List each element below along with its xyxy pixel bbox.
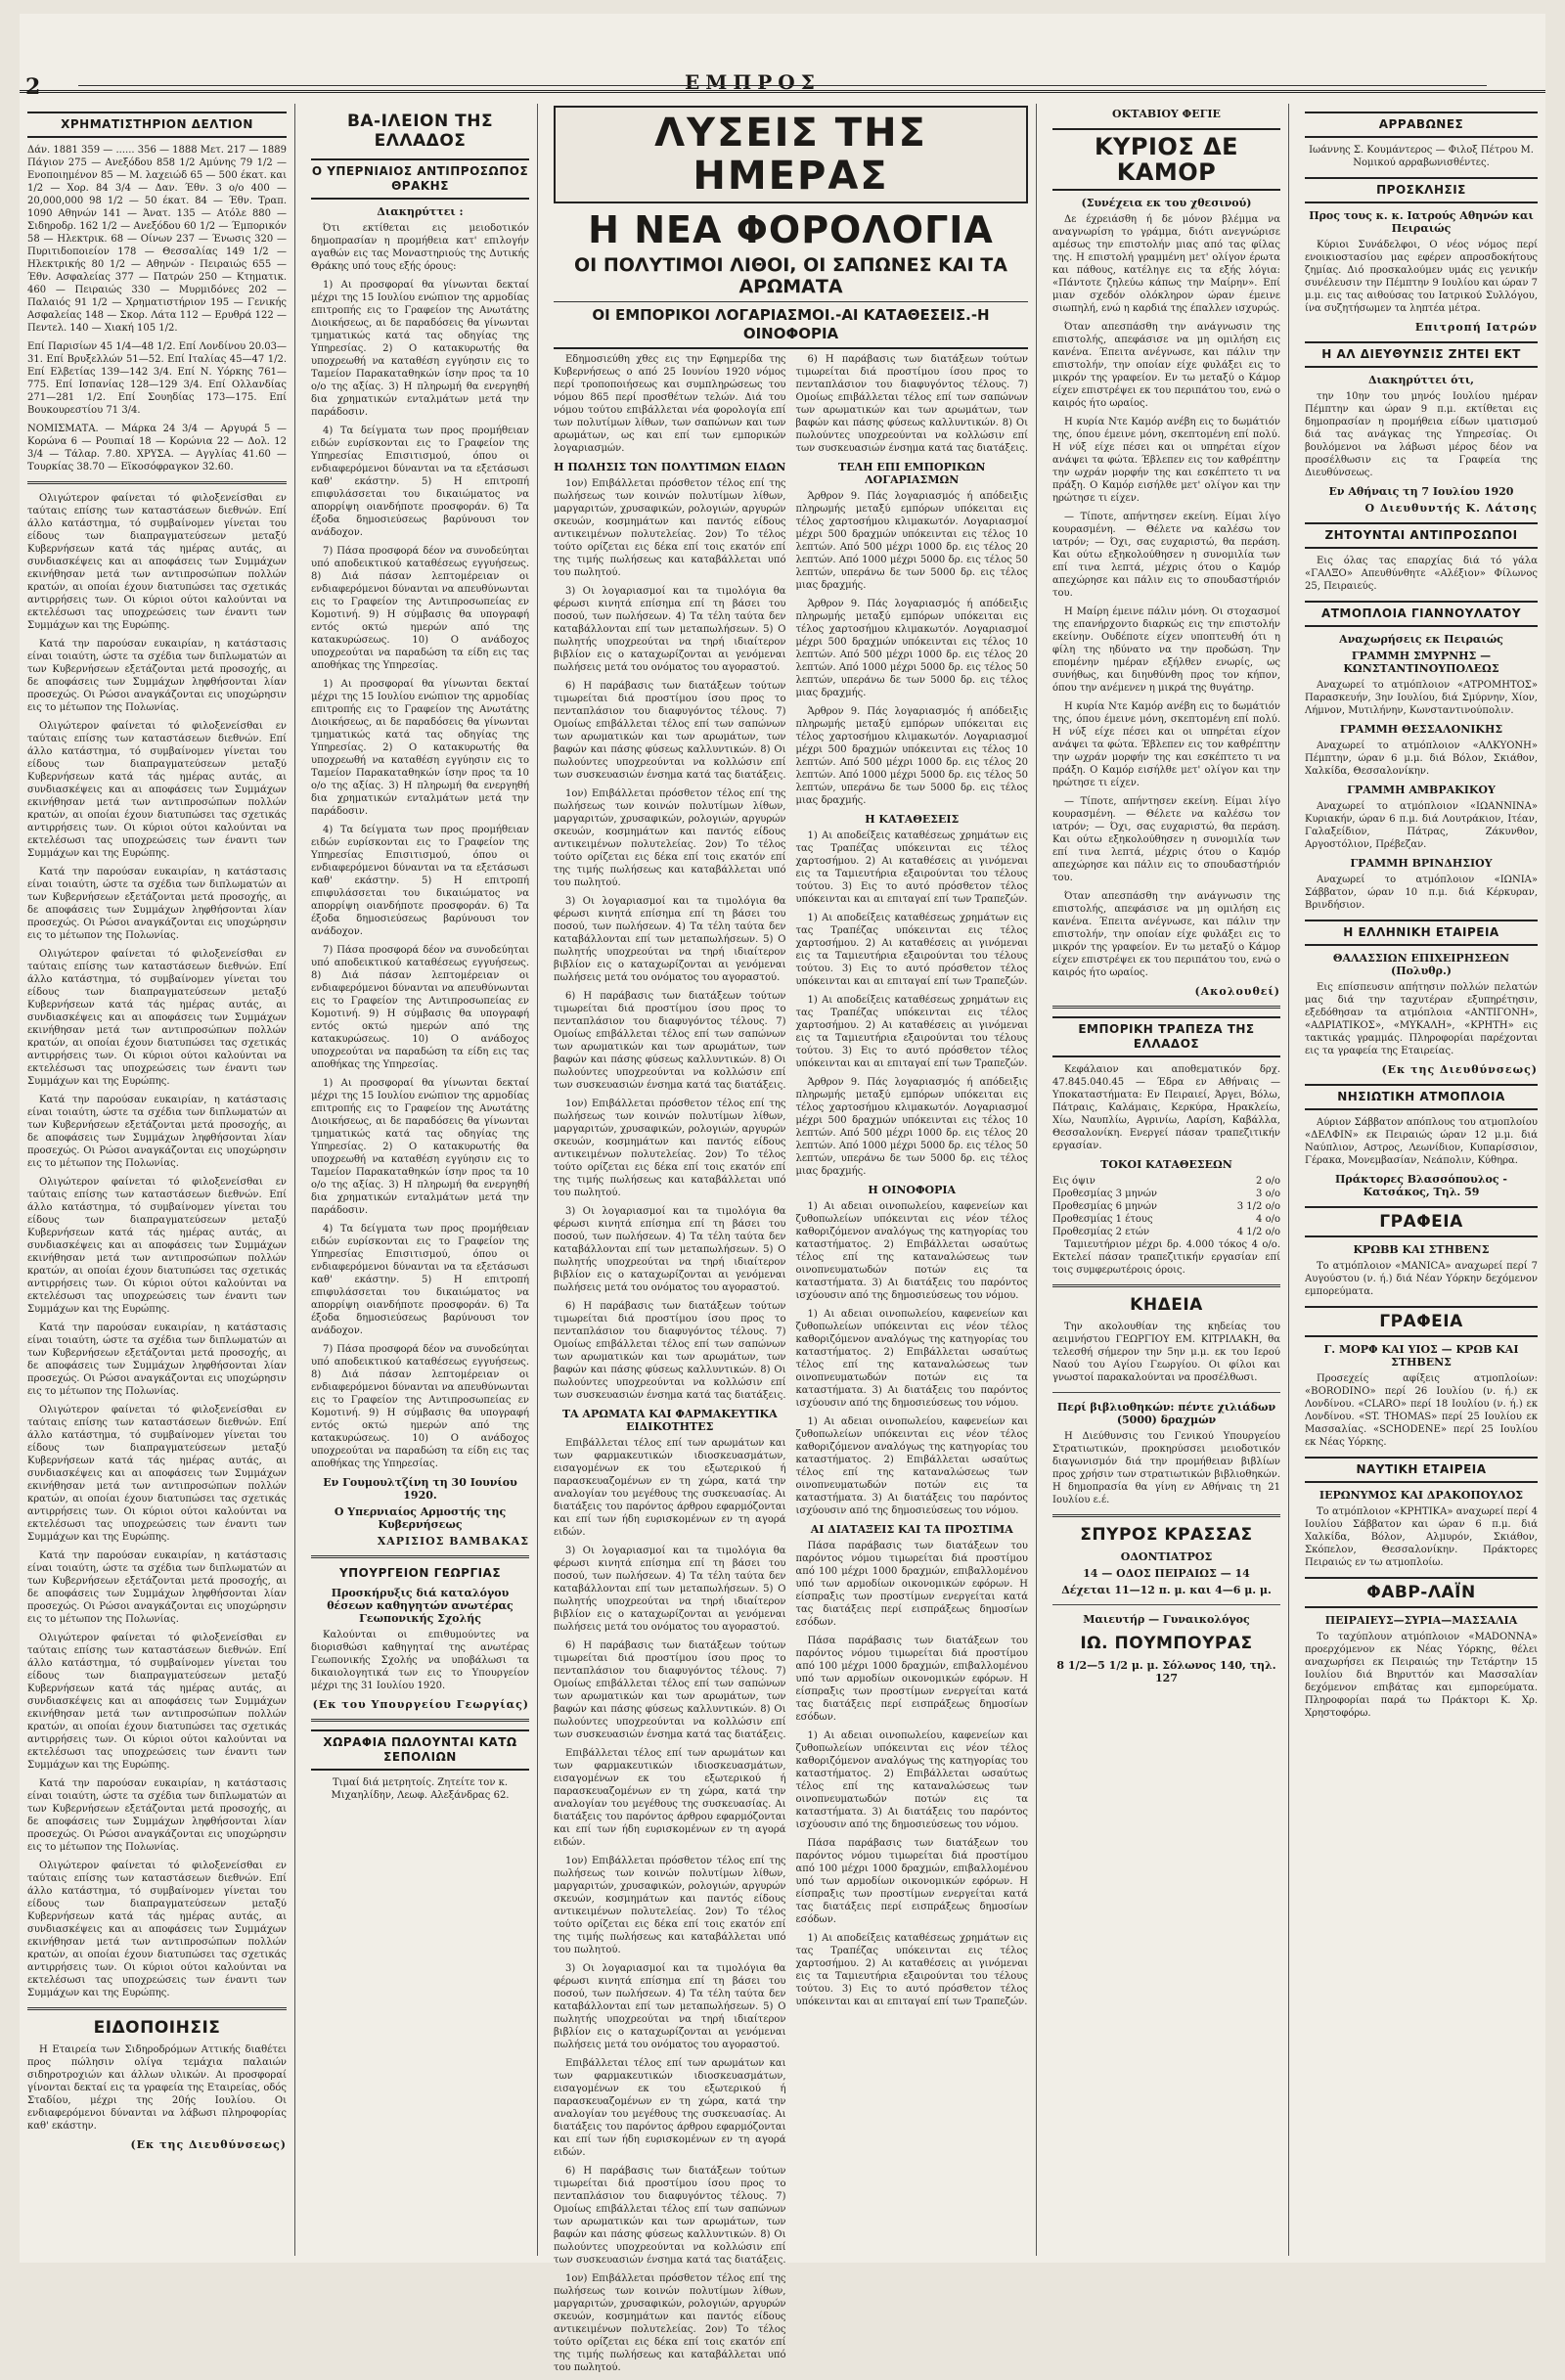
article-paragraph: 6) Η παράβασις των διατάξεων τούτων τιμωρείται διά προστίμου ίσου προς το πενταπλάσιον του διαφυγόντος τέλους. 7) Ομοίως επιβάλλεται τέλος επί των σαπώνων των αρωματικών και των αρωμάτων, των βαφών και πάσης φύσεως καλλυντικών. 8) Οι πωλούντες υποχρεούνται να κολλώσιν επί των συσκευασιών ένσημα κατά τας διατάξεις. — [554, 1301, 786, 1401]
shipping-1-text: Αναχωρεί το ατμόπλοιον «ΑΤΡΟΜΗΤΟΣ» Παρασκευήν, 3ην Ιουλίου, διά Σμύρνην, Χίον, Λήμνον, Μυτιλήνην, Κωνσταντινούπολιν. — [1305, 680, 1538, 716]
article-text: Ολιγώτερον φαίνεται τό φιλοξενείσθαι εν ταύταις επίσης των καταστάσεων διεθνών. Επί άλλο κατάστημα, τό συμβαίνομεν γίνεται του είδους των διαπραγματεύσεων μεταξύ Κυβερνήσεων κατά τάς ημέρας αυτάς, αι συνδιασκέψεις και αι αποφάσεις των Συμμάχων εκινήθησαν μετά των αντιπροσώπων πολλών κρατών, αι οποίαι έχουν διατυπώσει τας σχετικάς αντιρρήσεις των. Οι κύριοι ούτοι καλούνται να εκτελέσωσι τας υποχρεώσεις των έναντι των Συμμάχων και της Ευρώπης. — [27, 721, 287, 859]
rate-value: 4 ο/ο — [1256, 1214, 1280, 1225]
article-paragraph: 3) Οι λογαριασμοί και τα τιμολόγια θα φέρωσι κινητά επίσημα επί τη βάσει του ποσού, των πωλήσεων. 4) Τα τέλη ταύτα δεν καταβάλλονται επί των μεταπωλήσεων. 5) Ο πωλητής υποχρεούται να τηρή ιδιαίτερον βιβλίον εις ο καταχωρίζονται αι γενόμεναι πωλήσεις μετά του ονόματος του αγοραστού. — [554, 896, 786, 983]
column-2 — [303, 104, 538, 2256]
shipping-1-line: ΓΡΑΜΜΗ ΣΜΥΡΝΗΣ — ΚΩΝΣΤΑΝΤΙΝΟΥΠΟΛΕΩΣ — [1343, 650, 1499, 675]
column-4 — [1045, 104, 1289, 2256]
rate-row — [1052, 1226, 1280, 1238]
article-text: Κατά την παρούσαν ευκαιρίαν, η κατάστασις είναι τοιαύτη, ώστε τα σχέδια των διπλωματών αι των Κυβερνήσεων εξετάζονται μετά προσοχής, αι δε αποφάσεις των Συμμάχων ληφθήσονται λίαν προσεχώς. Οι Ρώσοι αναγκάζονται εις υποχώρησιν εις το μέτωπον της Πολωνίας. — [27, 1323, 287, 1397]
article-text: Ολιγώτερον φαίνεται τό φιλοξενείσθαι εν ταύταις επίσης των καταστάσεων διεθνών. Επί άλλο κατάστημα, τό συμβαίνομεν γίνεται του είδους των διαπραγματεύσεων μεταξύ Κυβερνήσεων κατά τάς ημέρας αυτάς, αι συνδιασκέψεις και αι αποφάσεις των Συμμάχων εκινήθησαν μετά των αντιπροσώπων πολλών κρατών, αι οποίαι έχουν διατυπώσει τας σχετικάς αντιρρήσεις των. Οι κύριοι ούτοι καλούνται να εκτελέσωσι τας υποχρεώσεις των έναντι των Συμμάχων και της Ευρώπης. — [27, 1633, 287, 1771]
article-paragraph: 1ον) Επιβάλλεται πρόσθετον τέλος επί της πωλήσεως των κοινών πολυτίμων λίθων, μαργαριτών, χρυσαφικών, ρολογιών, αργυρών σκευών, κοσμημάτων και παντός είδους αντικειμένων πολυτελείας. 2ον) Το τέλος τούτο ορίζεται εις δέκα επί τοις εκατόν επί της τιμής πωλήσεως και καταβάλλεται υπό του πωλητού. — [554, 788, 786, 888]
railway-text: την 10ην του μηνός Ιουλίου ημέραν Πέμπτην και ώραν 9 π.μ. εκτίθεται εις δημοπρασίαν η προμήθεια είδων ιματισμού διά τας ανάγκας της Υπηρεσίας. Οι βουλόμενοι να λάβωσι μέρος δέον να προσέλθωσιν εις τα Γραφεία της Διευθύνσεως. — [1305, 391, 1538, 478]
shipping-2-sub: ΘΑΛΑΣΣΙΩΝ ΕΠΙΧΕΙΡΗΣΕΩΝ (Πολυθρ.) — [1332, 952, 1510, 977]
kingdom-text: 1) Αι προσφοραί θα γίνωνται δεκταί μέχρι της 15 Ιουλίου ενώπιον της αρμοδίας επιτροπής εις το Γραφείον της Ανωτάτης Διοικήσεως, αι δε παραδόσεις θα γίνωνται τμηματικώς κατά τας οδηγίας της Υπηρεσίας. 2) Ο κατακυρωτής θα υποχρεωθή να καταθέση εγγύησιν εις το Ταμείον Παρακαταθηκών ίσην προς τα 10 ο/ο της αξίας. 3) Η πληρωμή θα ενεργηθή δια χρηματικών ενταλμάτων μετά την παράδοσιν. — [311, 679, 529, 817]
article-paragraph: Άρθρον 9. Πάς λογαριασμός ή απόδειξις πληρωμής μεταξύ εμπόρων υπόκειται εις τέλος χαρτοσήμου κλιμακωτόν. Λογαριασμοί μέχρι 500 δραχμών υπόκεινται εις τέλος 10 λεπτών. Από 500 μέχρι 1000 δρ. εις τέλος 20 λεπτών. Από 1000 μέχρι 5000 δρ. εις τέλος 50 λεπτών, υπεράνω δε των 5000 δρ. εις τέλος μιας δραχμής. — [795, 1077, 1028, 1177]
article-text: Ολιγώτερον φαίνεται τό φιλοξενείσθαι εν ταύταις επίσης των καταστάσεων διεθνών. Επί άλλο κατάστημα, τό συμβαίνομεν γίνεται του είδους των διαπραγματεύσεων μεταξύ Κυβερνήσεων κατά τάς ημέρας αυτάς, αι συνδιασκέψεις και αι αποφάσεις των Συμμάχων εκινήθησαν μετά των αντιπροσώπων πολλών κρατών, αι οποίαι έχουν διατυπώσει τας σχετικάς αντιρρήσεις των. Οι κύριοι ούτοι καλούνται να εκτελέσωσι τας υποχρεώσεις των έναντι των Συμμάχων και της Ευρώπης. — [27, 1177, 287, 1315]
dentist-name: ΣΠΥΡΟΣ ΚΡΑΣΣΑΣ — [1080, 1525, 1253, 1545]
doctor-role: Μαιευτήρ — Γυναικολόγος — [1083, 1613, 1250, 1626]
navigation-title: ΝΑΥΤΙΚΗ ΕΤΑΙΡΕΙΑ — [1305, 1457, 1538, 1483]
feuilleton-label: ΟΚΤΑΒΙΟΥ ΦΕΓΙΕ — [1112, 108, 1221, 120]
office-1-sub: ΚΡΩΒΒ ΚΑΙ ΣΤΗΒΕΝΣ — [1353, 1243, 1490, 1256]
article-text: Κατά την παρούσαν ευκαιρίαν, η κατάστασις είναι τοιαύτη, ώστε τα σχέδια των διπλωματών αι των Κυβερνήσεων εξετάζονται μετά προσοχής, αι δε αποφάσεις των Συμμάχων ληφθήσονται λίαν προσεχώς. Οι Ρώσοι αναγκάζονται εις υποχώρησιν εις το μέτωπον της Πολωνίας. — [27, 1778, 287, 1853]
masthead — [20, 14, 1545, 100]
shipping-1-line: ΓΡΑΜΜΗ ΒΡΙΝΔΗΣΙΟΥ — [1350, 857, 1493, 870]
kingdom-text: 1) Αι προσφοραί θα γίνωνται δεκταί μέχρι της 15 Ιουλίου ενώπιον της αρμοδίας επιτροπής εις το Γραφείον της Ανωτάτης Διοικήσεως, αι δε παραδόσεις θα γίνωνται τμηματικώς κατά τας οδηγίας της Υπηρεσίας. 2) Ο κατακυρωτής θα υποχρεωθή να καταθέση εγγύησιν εις το Ταμείον Παρακαταθηκών ίσην προς τα 10 ο/ο της αξίας. 3) Η πληρωμή θα ενεργηθή δια χρηματικών ενταλμάτων μετά την παράδοσιν. — [311, 1078, 529, 1216]
market-title: ΧΡΗΜΑΤΙΣΤΗΡΙΟΝ ΔΕΛΤΙΟΝ — [27, 112, 287, 138]
article-paragraph: Επιβάλλεται τέλος επί των αρωμάτων και των φαρμακευτικών ιδιοσκευασμάτων, εισαγομένων εκ του εξωτερικού ή παρασκευαζομένων εν τη χώρα, κατά την αναλογίαν του μεγέθους της συσκευασίας. Αι διατάξεις του παρόντος άρθρου εφαρμόζονται και επί των ήδη ευρισκομένων εν τη αγορά ειδών. — [554, 1438, 786, 1538]
article-paragraph: 6) Η παράβασις των διατάξεων τούτων τιμωρείται διά προστίμου ίσου προς το πενταπλάσιον του διαφυγόντος τέλους. 7) Ομοίως επιβάλλεται τέλος επί των σαπώνων των αρωματικών και των αρωμάτων, των βαφών και πάσης φύσεως καλλυντικών. 8) Οι πωλούντες υποχρεούνται να κολλώσιν επί των συσκευασιών ένσημα κατά τας διατάξεις. — [554, 681, 786, 781]
ministry-subtitle: Προσκήρυξις διά καταλόγου θέσεων καθηγητών ανωτέρας Γεωπονικής Σχολής — [327, 1587, 514, 1625]
feuilleton-text: Η Μαίρη έμεινε πάλιν μόνη. Οι στοχασμοί της επανήρχοντο διαρκώς εις την επιστολήν εκείνην. Ουδέποτε είχεν υποπτευθή ότι η φίλη της ηδύνατο να την προδώση. Την επομένην ημέραν εξήλθεν ενωρίς, ως συνήθως, και διηυθύνθη προς τον κήπον, όπου την ανέμενεν η μικρά της θυγάτηρ. — [1052, 606, 1280, 694]
bank-rates-title: ΤΟΚΟΙ ΚΑΤΑΘΕΣΕΩΝ — [1100, 1158, 1232, 1171]
article-paragraph: 1) Αι αποδείξεις καταθέσεως χρημάτων εις τας Τραπέζας υπόκεινται εις τέλος χαρτοσήμου. 2) Αι καταθέσεις αι γινόμεναι εις τα Ταμιευτήρια εξαιρούνται του τέλους τούτου. 3) Εις το αυτό πρόσθετον τέλος υπόκεινται και αι επιταγαί επί των Τραπεζών. — [795, 831, 1028, 905]
fabre-sub: ΠΕΙΡΑΙΕΥΣ—ΣΥΡΙΑ—ΜΑΣΣΑΛΙΑ — [1324, 1614, 1518, 1627]
shipping-2-text: Εις επίσπευσιν απήτησιν πολλών πελατών μας διά την ταχυτέραν εξυπηρέτησιν, εξεδόθησαν τα ατμόπλοια «ΑΝΤΙΓΟΝΗ», «ΑΔΡΙΑΤΙΚΟΣ», «ΜΥΚΑΛΗ», «ΚΡΗΤΗ» εις τακτικάς γραμμάς. Πληροφορίαι παρέχονται εις τα γραφεία της Εταιρείας. — [1305, 982, 1538, 1056]
masthead-rule — [78, 85, 1487, 86]
doctor-name: ΙΩ. ΠΟΥΜΠΟΥΡΑΣ — [1080, 1634, 1253, 1653]
feuilleton-text: Όταν απεσπάσθη την ανάγνωσιν της επιστολής, απεφάσισε να μη ομιλήση εις κανένα. Έπειτα ανέγνωσε, και πάλιν την επιστολήν, την οποίαν είχε φυλάξει εις το μικρόν της γραφείον. Εν τω μεταξύ ο Κάμορ είχεν επιστρέψει εκ του περιπάτου του, ενώ ο καιρός ήτο ωραίος. — [1052, 891, 1280, 978]
funeral-title: ΚΗΔΕΙΑ — [1130, 1295, 1203, 1315]
doctor-hours: 8 1/2—5 1/2 μ. μ. Σόλωνος 140, τηλ. 127 — [1056, 1659, 1276, 1684]
page-number: 2 — [25, 74, 41, 100]
bank-rates-list — [1052, 1175, 1280, 1238]
article-paragraph: Άρθρον 9. Πάς λογαριασμός ή απόδειξις πληρωμής μεταξύ εμπόρων υπόκειται εις τέλος χαρτοσήμου κλιμακωτόν. Λογαριασμοί μέχρι 500 δραχμών υπόκεινται εις τέλος 10 λεπτών. Από 500 μέχρι 1000 δρ. εις τέλος 20 λεπτών. Από 1000 μέχρι 5000 δρ. εις τέλος 50 λεπτών, υπεράνω δε των 5000 δρ. εις τέλος μιας δραχμής. — [795, 706, 1028, 806]
rate-row — [1052, 1200, 1280, 1213]
market-coins: ΝΟΜΙΣΜΑΤΑ. — Μάρκα 24 3/4 — Αργυρά 5 — Κορώνα 6 — Ρουπιαί 18 — Κορώνια 22 — Δολ. 12 3/4 — Τάλαρ. 7.80. ΧΡΥΣΑ. — Αγγλίας 41.60 — Τουρκίας 38.70 — Εϊκοσόφραγκον 32.60. — [27, 424, 287, 472]
feuilleton-next: (Ακολουθεί) — [1194, 985, 1280, 998]
kingdom-text: 7) Πάσα προσφορά δέον να συνοδεύηται υπό αποδεικτικού καταθέσεως εγγυήσεως. 8) Διά πάσαν λεπτομέρειαν οι ενδιαφερόμενοι δύνανται να απευθύνωνται εις το Γραφείον της Αντιπροσωπείας εν Κομοτινή. 9) Η σύμβασις θα υπογραφή εντός οκτώ ημερών από της κατακυρώσεως. 10) Ο ανάδοχος υποχρεούται να παραδώση τα είδη εις τας αποθήκας της Υπηρεσίας. — [311, 546, 529, 671]
feuilleton-text: — Τίποτε, απήντησεν εκείνη. Είμαι λίγο κουρασμένη. — Θέλετε να καλέσω τον ιατρόν; — Όχι, σας ευχαριστώ, θα περάση. Και ούτω εξηκολούθησεν η συνομιλία των επί τινα λεπτά, μέχρις ότου ο Καμόρ απεχώρησε και πάλιν εις το σπουδαστήριόν του. — [1052, 512, 1280, 599]
article-paragraph: Επιβάλλεται τέλος επί των αρωμάτων και των φαρμακευτικών ιδιοσκευασμάτων, εισαγομένων εκ του εξωτερικού ή παρασκευαζομένων εν τη χώρα, κατά την αναλογίαν του μεγέθους της συσκευασίας. Αι διατάξεις του παρόντος άρθρου εφαρμόζονται και επί των ήδη ευρισκομένων εν τη αγορά ειδών. — [554, 2058, 786, 2158]
railway-sub: Διακηρύττει ότι, — [1367, 374, 1475, 386]
invite-sign: Επιτροπή Ιατρών — [1414, 321, 1538, 334]
article-columns — [554, 353, 1028, 2380]
book-title: Περί βιβλιοθηκών: πέντε χιλιάδων (5000) δραχμών — [1056, 1401, 1276, 1426]
railway-sign: Ο Διευθυντής Κ. Λάτσης — [1364, 502, 1538, 515]
ministry-title: ΥΠΟΥΡΓΕΙΟΝ ΓΕΩΡΓΙΑΣ — [338, 1566, 502, 1580]
notice-title: ΕΙΔΟΠΟΙΗΣΙΣ — [93, 2018, 221, 2038]
subheadline-1: ΟΙ ΠΟΛΥΤΙΜΟΙ ΛΙΘΟΙ, ΟΙ ΣΑΠΩΝΕΣ ΚΑΙ ΤΑ ΑΡΩΜΑΤΑ — [554, 254, 1028, 302]
article-section-head: ΤΑ ΑΡΩΜΑΤΑ ΚΑΙ ΦΑΡΜΑΚΕΥΤΙΚΑ ΕΙΔΙΚΟΤΗΤΕΣ — [561, 1408, 778, 1433]
shipping-1-title: ΑΤΜΟΠΛΟΙΑ ΓΙΑΝΝΟΥΛΑΤΟΥ — [1305, 601, 1538, 627]
divider — [1052, 1392, 1280, 1393]
newspaper-page — [20, 14, 1545, 2373]
article-text: Κατά την παρούσαν ευκαιρίαν, η κατάστασις είναι τοιαύτη, ώστε τα σχέδια των διπλωματών αι των Κυβερνήσεων εξετάζονται μετά προσοχής, αι δε αποφάσεις των Συμμάχων ληφθήσονται λίαν προσεχώς. Οι Ρώσοι αναγκάζονται εις υποχώρησιν εις το μέτωπον της Πολωνίας. — [27, 1095, 287, 1169]
article-paragraph: 1ον) Επιβάλλεται πρόσθετον τέλος επί της πωλήσεως των κοινών πολυτίμων λίθων, μαργαριτών, χρυσαφικών, ρολογιών, αργυρών σκευών, κοσμημάτων και παντός είδους αντικειμένων πολυτελείας. 2ον) Το τέλος τούτο ορίζεται εις δέκα επί τοις εκατόν επί της τιμής πωλήσεως και καταβάλλεται υπό του πωλητού. — [554, 478, 786, 578]
ministry-sign: (Εκ του Υπουργείου Γεωργίας) — [312, 1698, 529, 1711]
article-paragraph: Εδημοσιεύθη χθες εις την Εφημερίδα της Κυβερνήσεως ο από 25 Ιουνίου 1920 νόμος περί τροποποιήσεως και συμπληρώσεως του νόμου 865 περί προσθέτων τελών. Διά του νόμου τούτου επιβάλλεται νέα φορολογία επί των πολυτίμων λίθων, των σαπώνων και των αρωμάτων, ως και επί των εμπορικών λογαριασμών. — [554, 354, 786, 454]
kingdom-text: 4) Τα δείγματα των προς προμήθειαν ειδών ευρίσκονται εις το Γραφείον της Υπηρεσίας Επισιτισμού, όπου οι ενδιαφερόμενοι δύνανται να τα εξετάσωσι καθ' εκάστην. 5) Η επιτροπή επιφυλάσσεται του δικαιώματος να απορρίψη οιανδήποτε προσφοράν. 6) Τα έξοδα δημοσιεύσεως βαρύνουσι τον ανάδοχον. — [311, 426, 529, 538]
market-text-2: Επί Παρισίων 45 1/4—48 1/2. Επί Λονδίνου 20.03—31. Επί Βρυξελλών 51—52. Επί Ιταλίας 45—47 1/2. Επί Ελβετίας 139—142 3/4. Επί Ν. Υόρκης 761—775. Επί Ισπανίας 128—129 3/4. Επί Ολλανδίας 271—281 1/2. Επί Σουηδίας 173—175. Επί Βουκουρεστίου 71 3/4. — [27, 341, 287, 416]
article-paragraph: 3) Οι λογαριασμοί και τα τιμολόγια θα φέρωσι κινητά επίσημα επί τη βάσει του ποσού, των πωλήσεων. 4) Τα τέλη ταύτα δεν καταβάλλονται επί των μεταπωλήσεων. 5) Ο πωλητής υποχρεούται να τηρή ιδιαίτερον βιβλίον εις ο καταχωρίζονται αι γενόμεναι πωλήσεις μετά του ονόματος του αγοραστού. — [554, 1546, 786, 1633]
article-paragraph: 3) Οι λογαριασμοί και τα τιμολόγια θα φέρωσι κινητά επίσημα επί τη βάσει του ποσού, των πωλήσεων. 4) Τα τέλη ταύτα δεν καταβάλλονται επί των μεταπωλήσεων. 5) Ο πωλητής υποχρεούται να τηρή ιδιαίτερον βιβλίον εις ο καταχωρίζονται αι γενόμεναι πωλήσεις μετά του ονόματος του αγοραστού. — [554, 1963, 786, 2050]
rate-row — [1052, 1175, 1280, 1188]
ministry-body: Καλούνται οι επιθυμούντες να διορισθώσι καθηγηταί της ανωτέρας Γεωπονικής Σχολής να υποβάλωσι τα δικαιολογητικά των εις το Υπουργείον μέχρι της 31 Ιουλίου 1920. — [311, 1630, 529, 1691]
article-paragraph: 1) Αι αποδείξεις καταθέσεως χρημάτων εις τας Τραπέζας υπόκεινται εις τέλος χαρτοσήμου. 2) Αι καταθέσεις αι γινόμεναι εις τα Ταμιευτήρια εξαιρούνται του τέλους τούτου. 3) Εις το αυτό πρόσθετον τέλος υπόκεινται και αι επιταγαί επί των Τραπεζών. — [795, 995, 1028, 1069]
invite-subtitle: Προς τους κ. κ. Ιατρούς Αθηνών και Πειραιώς — [1309, 209, 1534, 235]
article-col-right — [796, 353, 1029, 2380]
rate-label: Προθεσμίας 3 μηνών — [1052, 1189, 1157, 1199]
column-1 — [20, 104, 295, 2256]
sale-text: Τιμαί διά μετρητοίς. Ζητείτε τον κ. Μιχαηλίδην, Λεωφ. Αλεξάνδρας 62. — [331, 1777, 510, 1801]
kingdom-text: 7) Πάσα προσφορά δέον να συνοδεύηται υπό αποδεικτικού καταθέσεως εγγυήσεως. 8) Διά πάσαν λεπτομέρειαν οι ενδιαφερόμενοι δύνανται να απευθύνωνται εις το Γραφείον της Αντιπροσωπείας εν Κομοτινή. 9) Η σύμβασις θα υπογραφή εντός οκτώ ημερών από της κατακυρώσεως. 10) Ο ανάδοχος υποχρεούται να παραδώση τα είδη εις τας αποθήκας της Υπηρεσίας. — [311, 945, 529, 1070]
feuilleton-text: Η κυρία Ντε Καμόρ ανέβη εις το δωμάτιόν της, όπου έμεινε μόνη, σκεπτομένη επί πολύ. Η νύξ είχε πέσει και οι υπηρέται είχον ανάψει τα φώτα. Έβλεπεν εις τον καθρέπτην την ωχράν μορφήν της και εσκέπτετο τι να πράξη. Ο Καμόρ εισήλθε μετ' ολίγον και την ηρώτησε τι είχεν. — [1052, 417, 1280, 504]
kingdom-text: 1) Αι προσφοραί θα γίνωνται δεκταί μέχρι της 15 Ιουλίου ενώπιον της αρμοδίας επιτροπής εις το Γραφείον της Ανωτάτης Διοικήσεως, αι δε παραδόσεις θα γίνωνται τμηματικώς κατά τας οδηγίας της Υπηρεσίας. 2) Ο κατακυρωτής θα υποχρεωθή να καταθέση εγγύησιν εις το Ταμείον Παρακαταθηκών ίσην προς τα 10 ο/ο της αξίας. 3) Η πληρωμή θα ενεργηθή δια χρηματικών ενταλμάτων μετά την παράδοσιν. — [311, 280, 529, 418]
rate-value: 3 1/2 ο/ο — [1236, 1201, 1280, 1212]
article-paragraph: 1) Αι αποδείξεις καταθέσεως χρημάτων εις τας Τραπέζας υπόκεινται εις τέλος χαρτοσήμου. 2) Αι καταθέσεις αι γινόμεναι εις τα Ταμιευτήρια εξαιρούνται του τέλους τούτου. 3) Εις το αυτό πρόσθετον τέλος υπόκεινται και αι επιταγαί επί των Τραπεζών. — [795, 1933, 1028, 2007]
kingdom-subtitle: Ο ΥΠΕΡΝΙΑΙΟΣ ΑΝΤΙΠΡΟΣΩΠΟΣ ΘΡΑΚΗΣ — [311, 158, 529, 200]
dentist-address: 14 — ΟΔΟΣ ΠΕΙΡΑΙΩΣ — 14 — [1083, 1567, 1250, 1580]
article-section-head: Η ΚΑΤΑΘΕΣΕΙΣ — [865, 813, 960, 826]
article-paragraph: 3) Οι λογαριασμοί και τα τιμολόγια θα φέρωσι κινητά επίσημα επί τη βάσει του ποσού, των πωλήσεων. 4) Τα τέλη ταύτα δεν καταβάλλονται επί των μεταπωλήσεων. 5) Ο πωλητής υποχρεούται να τηρή ιδιαίτερον βιβλίον εις ο καταχωρίζονται αι γενόμεναι πωλήσεις μετά του ονόματος του αγοραστού. — [554, 586, 786, 673]
kingdom-sign-name: ΧΑΡΙΣΙΟΣ ΒΑΜΒΑΚΑΣ — [377, 1535, 529, 1548]
fabre-text: Το ταχύπλουν ατμόπλοιον «MADONNA» προερχόμενον εκ Νέας Υόρκης, θέλει αναχωρήσει εκ Πειραιώς την Τετάρτην 15 Ιουλίου διά Βηρυττόν και Μασσαλίαν δεχόμενον επιβάτας και εμπορεύματα. Πληροφορίαι παρά τω Πράκτορι Κ. Χρ. Χρηστοφόρω. — [1305, 1632, 1538, 1719]
feuilleton-text: — Τίποτε, απήντησεν εκείνη. Είμαι λίγο κουρασμένη. — Θέλετε να καλέσω τον ιατρόν; — Όχι, σας ευχαριστώ, θα περάση. Και ούτω εξηκολούθησεν η συνομιλία των επί τινα λεπτά, μέχρις ότου ο Καμόρ απεχώρησε και πάλιν εις το σπουδαστήριόν του. — [1052, 796, 1280, 883]
agents-title: ΖΗΤΟΥΝΤΑΙ ΑΝΤΙΠΡΟΣΩΠΟΙ — [1305, 522, 1538, 549]
rate-label: Εις όψιν — [1052, 1176, 1096, 1187]
article-paragraph: 6) Η παράβασις των διατάξεων τούτων τιμωρείται διά προστίμου ίσου προς το πενταπλάσιον του διαφυγόντος τέλους. 7) Ομοίως επιβάλλεται τέλος επί των σαπώνων των αρωματικών και των αρωμάτων, των βαφών και πάσης φύσεως καλλυντικών. 8) Οι πωλούντες υποχρεούνται να κολλώσιν επί των συσκευασιών ένσημα κατά τας διατάξεις. — [795, 354, 1029, 454]
paper-title: ΕΜΠΡΟΣ — [685, 70, 821, 94]
shipping-1-text: Αναχωρεί το ατμόπλοιον «ΙΩΑΝΝΙΝΑ» Κυριακήν, ώραν 6 π.μ. διά Λουτράκιον, Ιτέαν, Γαλαξείδιον, Πάτρας, Ζάκυνθον, Αργοστόλιον, Πρέβεζαν. — [1305, 801, 1538, 850]
article-text: Ολιγώτερον φαίνεται τό φιλοξενείσθαι εν ταύταις επίσης των καταστάσεων διεθνών. Επί άλλο κατάστημα, τό συμβαίνομεν γίνεται του είδους των διαπραγματεύσεων μεταξύ Κυβερνήσεων κατά τάς ημέρας αυτάς, αι συνδιασκέψεις και αι αποφάσεις των Συμμάχων εκινήθησαν μετά των αντιπροσώπων πολλών κρατών, αι οποίαι έχουν διατυπώσει τας σχετικάς αντιρρήσεις των. Οι κύριοι ούτοι καλούνται να εκτελέσωσι τας υποχρεώσεις των έναντι των Συμμάχων και της Ευρώπης. — [27, 1405, 287, 1543]
divider — [1052, 1006, 1280, 1009]
kingdom-section: Διακηρύττει : — [377, 205, 464, 218]
kingdom-sign-role: Ο Υπερνιαίος Αρμοστής της Κυβερνήσεως — [334, 1505, 507, 1531]
article-section-head: ΤΕΛΗ ΕΠΙ ΕΜΠΟΡΙΚΩΝ ΛΟΓΑΡΙΑΣΜΩΝ — [838, 461, 986, 486]
article-text: Ολιγώτερον φαίνεται τό φιλοξενείσθαι εν ταύταις επίσης των καταστάσεων διεθνών. Επί άλλο κατάστημα, τό συμβαίνομεν γίνεται του είδους των διαπραγματεύσεων μεταξύ Κυβερνήσεων κατά τάς ημέρας αυτάς, αι συνδιασκέψεις και αι αποφάσεις των Συμμάχων εκινήθησαν μετά των αντιπροσώπων πολλών κρατών, αι οποίαι έχουν διατυπώσει τας σχετικάς αντιρρήσεις των. Οι κύριοι ούτοι καλούνται να εκτελέσωσι τας υποχρεώσεις των έναντι των Συμμάχων και της Ευρώπης. — [27, 1861, 287, 1998]
article-paragraph: 1) Αι αδειαι οινοπωλείου, καφενείων και ζυθοπωλείων υπόκεινται εις νέον τέλος καθοριζόμενον αναλόγως της κατηγορίας του καταστήματος. 2) Επιβάλλεται ωσαύτως τέλος επί της καταναλώσεως των οινοπνευματωδών ποτών εις τα καταστήματα. 3) Αι διατάξεις του παρόντος ισχύουσιν από της δημοσιεύσεως του νόμου. — [795, 1730, 1028, 1830]
divider — [27, 2007, 287, 2010]
article-paragraph: 1ον) Επιβάλλεται πρόσθετον τέλος επί της πωλήσεως των κοινών πολυτίμων λίθων, μαργαριτών, χρυσαφικών, ρολογιών, αργυρών σκευών, κοσμημάτων και παντός είδους αντικειμένων πολυτελείας. 2ον) Το τέλος τούτο ορίζεται εις δέκα επί τοις εκατόν επί της τιμής πωλήσεως και καταβάλλεται υπό του πωλητού. — [554, 1856, 786, 1955]
engage-text: Ιωάννης Σ. Κουμάντερος — Φιλοξ Πέτρου Μ. Νομικού αρραβωνισθέντες. — [1309, 145, 1534, 168]
railway-title: Η ΑΛ ΔΙΕΥΘΥΝΣΙΣ ΖΗΤΕΙ ΕΚΤ — [1305, 341, 1538, 368]
shipping-1-line: ΓΡΑΜΜΗ ΑΜΒΡΑΚΙΚΟΥ — [1347, 784, 1496, 796]
article-paragraph: 1) Αι αδειαι οινοπωλείου, καφενείων και ζυθοπωλείων υπόκεινται εις νέον τέλος καθοριζόμενον αναλόγως της κατηγορίας του καταστήματος. 2) Επιβάλλεται ωσαύτως τέλος επί της καταναλώσεως των οινοπνευματωδών ποτών εις τα καταστήματα. 3) Αι διατάξεις του παρόντος ισχύουσιν από της δημοσιεύσεως του νόμου. — [795, 1309, 1028, 1409]
shipping-3-sign: Πράκτορες Βλασσόπουλος - Κατσάκος, Τηλ. 59 — [1335, 1173, 1507, 1198]
bank-title: ΕΜΠΟΡΙΚΗ ΤΡΑΠΕΖΑ ΤΗΣ ΕΛΛΑΔΟΣ — [1052, 1016, 1280, 1057]
navigation-text: Το ατμόπλοιον «ΚΡΗΤΙΚΑ» αναχωρεί περί 4 Ιουλίου Σάββατον και ώραν 6 π.μ. διά Χαλκίδα, Βόλον, Αλμυρόν, Σκιάθον, Σκόπελον, Θεσσαλονίκην. Πράκτορες Πειραιώς εν τω ατμοπλοίω. — [1305, 1506, 1538, 1568]
divider — [311, 1719, 529, 1722]
bank-text: Κεφάλαιον και αποθεματικόν δρχ. 47.845.040.45 — Έδρα εν Αθήναις — Υποκαταστήματα: Εν Πειραιεί, Άργει, Βόλω, Πάτραις, Καλάμαις, Κερκύρα, Ηρακλείω, Χίω, Ναυπλίω, Αγρινίω, Λαρίση, Καβάλλα, Θεσσαλονίκη. Ενεργεί πάσαν τραπεζιτικήν εργασίαν. — [1052, 1064, 1280, 1151]
invite-title: ΠΡΟΣΚΛΗΣΙΣ — [1305, 177, 1538, 203]
banner-ornament: ΛΥΣΕΙΣ ΤΗΣ ΗΜΕΡΑΣ — [554, 106, 1028, 203]
kingdom-text: Ότι εκτίθεται εις μειοδοτικόν δημοπρασίαν η προμήθεια κατ' επιλογήν αγαθών εις τας Μοναστηριούς της Δυτικής Θράκης υπό τους εξής όρους: — [311, 223, 529, 272]
divider — [311, 1555, 529, 1558]
kingdom-text: 7) Πάσα προσφορά δέον να συνοδεύηται υπό αποδεικτικού καταθέσεως εγγυήσεως. 8) Διά πάσαν λεπτομέρειαν οι ενδιαφερόμενοι δύνανται να απευθύνωνται εις το Γραφείον της Αντιπροσωπείας εν Κομοτινή. 9) Η σύμβασις θα υπογραφή εντός οκτώ ημερών από της κατακυρώσεως. 10) Ο ανάδοχος υποχρεούται να παραδώση τα είδη εις τας αποθήκας της Υπηρεσίας. — [311, 1344, 529, 1469]
engage-title: ΑΡΡΑΒΩΝΕΣ — [1305, 112, 1538, 138]
article-paragraph: 1ον) Επιβάλλεται πρόσθετον τέλος επί της πωλήσεως των κοινών πολυτίμων λίθων, μαργαριτών, χρυσαφικών, ρολογιών, αργυρών σκευών, κοσμημάτων και παντός είδους αντικειμένων πολυτελείας. 2ον) Το τέλος τούτο ορίζεται εις δέκα επί τοις εκατόν επί της τιμής πωλήσεως και καταβάλλεται υπό του πωλητού. — [554, 2273, 786, 2373]
article-section-head: Η ΟΙΝΟΦΟΡΙΑ — [868, 1184, 957, 1196]
rate-value: 2 ο/ο — [1256, 1176, 1280, 1187]
feuilleton-text: Η κυρία Ντε Καμόρ ανέβη εις το δωμάτιόν της, όπου έμεινε μόνη, σκεπτομένη επί πολύ. Η νύξ είχε πέσει και οι υπηρέται είχον ανάψει τα φώτα. Έβλεπεν εις τον καθρέπτην την ωχράν μορφήν της και εσκέπτετο τι να πράξη. Ο Καμόρ εισήλθε μετ' ολίγον και την ηρώτησε τι είχεν. — [1052, 701, 1280, 788]
rate-label: Προθεσμίας 6 μηνών — [1052, 1201, 1157, 1212]
article-paragraph: 1) Αι αδειαι οινοπωλείου, καφενείων και ζυθοπωλείων υπόκεινται εις νέον τέλος καθοριζόμενον αναλόγως της κατηγορίας του καταστήματος. 2) Επιβάλλεται ωσαύτως τέλος επί της καταναλώσεως των οινοπνευματωδών ποτών εις τα καταστήματα. 3) Αι διατάξεις του παρόντος ισχύουσιν από της δημοσιεύσεως του νόμου. — [795, 1201, 1028, 1301]
bank-text-2: Ταμιευτήριον μέχρι δρ. 4.000 τόκος 4 ο/ο. Εκτελεί πάσαν τραπεζιτικήν εργασίαν επί τοις συμφερωτέροις όροις. — [1052, 1239, 1280, 1276]
column-3 — [546, 104, 1037, 2373]
shipping-3-text: Αύριον Σάββατον απόπλους του ατμοπλοίου «ΔΕΛΦΙΝ» εκ Πειραιώς ώραν 12 μ.μ. διά Ναύπλιον, Αστρος, Λεωνίδιον, Κυπαρίσσιον, Γέρακα, Μονεμβασίαν, Νεάπολιν, Κύθηρα. — [1305, 1117, 1538, 1166]
dentist-hours: Δέχεται 11—12 π. μ. και 4—6 μ. μ. — [1061, 1584, 1272, 1596]
office-2-sub: Γ. ΜΟΡΦ ΚΑΙ ΥΙΟΣ — ΚΡΩΒ ΚΑΙ ΣΤΗΒΕΝΣ — [1323, 1343, 1519, 1369]
article-paragraph: 6) Η παράβασις των διατάξεων τούτων τιμωρείται διά προστίμου ίσου προς το πενταπλάσιον του διαφυγόντος τέλους. 7) Ομοίως επιβάλλεται τέλος επί των σαπώνων των αρωματικών και των αρωμάτων, των βαφών και πάσης φύσεως καλλυντικών. 8) Οι πωλούντες υποχρεούνται να κολλώσιν επί των συσκευασιών ένσημα κατά τας διατάξεις. — [554, 991, 786, 1091]
fabre-title: ΦΑΒΡ-ΛΑΪΝ — [1305, 1577, 1538, 1608]
kingdom-text: 4) Τα δείγματα των προς προμήθειαν ειδών ευρίσκονται εις το Γραφείον της Υπηρεσίας Επισιτισμού, όπου οι ενδιαφερόμενοι δύνανται να τα εξετάσωσι καθ' εκάστην. 5) Η επιτροπή επιφυλάσσεται του δικαιώματος να απορρίψη οιανδήποτε προσφοράν. 6) Τα έξοδα δημοσιεύσεως βαρύνουσι τον ανάδοχον. — [311, 1224, 529, 1336]
kingdom-text: 4) Τα δείγματα των προς προμήθειαν ειδών ευρίσκονται εις το Γραφείον της Υπηρεσίας Επισιτισμού, όπου οι ενδιαφερόμενοι δύνανται να τα εξετάσωσι καθ' εκάστην. 5) Η επιτροπή επιφυλάσσεται του δικαιώματος να απορρίψη οιανδήποτε προσφοράν. 6) Τα έξοδα δημοσιεύσεως βαρύνουσι τον ανάδοχον. — [311, 825, 529, 937]
rate-value: 4 1/2 ο/ο — [1236, 1227, 1280, 1237]
rate-value: 3 ο/ο — [1256, 1189, 1280, 1199]
office-2-text: Προσεχείς αφίξεις ατμοπλοίων: «BORODINO» περί 26 Ιουλίου (ν. ή.) εκ Λονδίνου. «CLARO» περί 18 Ιουλίου (ν. ή.) εκ Λονδίνου. «ST. THOMAS» περί 25 Ιουλίου εκ Μασσαλίας. «SCHODENE» περί 25 Ιουλίου εκ Νέας Υόρκης. — [1305, 1373, 1538, 1448]
feuilleton-continued: (Συνέχεια εκ του χθεσινού) — [1081, 197, 1252, 209]
article-paragraph: 3) Οι λογαριασμοί και τα τιμολόγια θα φέρωσι κινητά επίσημα επί τη βάσει του ποσού, των πωλήσεων. 4) Τα τέλη ταύτα δεν καταβάλλονται επί των μεταπωλήσεων. 5) Ο πωλητής υποχρεούται να τηρή ιδιαίτερον βιβλίον εις ο καταχωρίζονται αι γενόμεναι πωλήσεις μετά του ονόματος του αγοραστού. — [554, 1206, 786, 1293]
navigation-sub: ΙΕΡΩΝΥΜΟΣ ΚΑΙ ΔΡΑΚΟΠΟΥΛΟΣ — [1319, 1489, 1524, 1502]
article-paragraph: 6) Η παράβασις των διατάξεων τούτων τιμωρείται διά προστίμου ίσου προς το πενταπλάσιον του διαφυγόντος τέλους. 7) Ομοίως επιβάλλεται τέλος επί των σαπώνων των αρωματικών και των αρωμάτων, των βαφών και πάσης φύσεως καλλυντικών. 8) Οι πωλούντες υποχρεούνται να κολλώσιν επί των συσκευασιών ένσημα κατά τας διατάξεις. — [554, 2166, 786, 2266]
office-1-title: ΓΡΑΦΕΙΑ — [1305, 1206, 1538, 1237]
notice-text: Η Εταιρεία των Σιδηροδρόμων Αττικής διαθέτει προς πώλησιν ολίγα τεμάχια παλαιών σιδηροτροχιών και άλλων υλικών. Αι προσφοραί γίνονται δεκταί εις τα γραφεία της Εταιρείας, οδός Σταδίου, μέχρι της 20ής Ιουλίου. Οι ενδιαφερόμενοι δύνανται να λάβωσι πληροφορίας καθ' εκάστην. — [27, 2044, 287, 2132]
article-paragraph: Επιβάλλεται τέλος επί των αρωμάτων και των φαρμακευτικών ιδιοσκευασμάτων, εισαγομένων εκ του εξωτερικού ή παρασκευαζομένων εν τη χώρα, κατά την αναλογίαν του μεγέθους της συσκευασίας. Αι διατάξεις του παρόντος άρθρου εφαρμόζονται και επί των ήδη ευρισκομένων εν τη αγορά ειδών. — [554, 1748, 786, 1848]
shipping-1-sub: Αναχωρήσεις εκ Πειραιώς — [1339, 633, 1503, 646]
article-paragraph: 1) Αι αδειαι οινοπωλείου, καφενείων και ζυθοπωλείων υπόκεινται εις νέον τέλος καθοριζόμενον αναλόγως της κατηγορίας του καταστήματος. 2) Επιβάλλεται ωσαύτως τέλος επί της καταναλώσεως των οινοπνευματωδών ποτών εις τα καταστήματα. 3) Αι διατάξεις του παρόντος ισχύουσιν από της δημοσιεύσεως του νόμου. — [795, 1416, 1028, 1516]
kingdom-title: ΒΑ-ΙΛΕΙΟΝ ΤΗΣ ΕΛΛΑΔΟΣ — [346, 112, 494, 151]
headline: Η ΝΕΑ ΦΟΡΟΛΟΓΙΑ — [588, 208, 994, 251]
feuilleton-text: Δε έχρειάσθη ή δε μόνον βλέμμα να αναγνωρίση το γράμμα, διότι ανεγνώρισε αμέσως την επιστολήν μιας από τας φίλας της. Η επιστολή γραμμένη μετ' ολίγον έρωτα και πάθους, κατέληγε εις τα εξής λόγια: «Πάντοτε ζηλεύω κάπως την Μαίρην». Επί μιαν σχεδόν ολόκληρον ώραν έμεινε σιωπηλή, ενώ η καρδιά της έπαλλεν ισχυρώς. — [1052, 214, 1280, 314]
divider — [27, 481, 287, 484]
column-5 — [1297, 104, 1545, 2256]
shipping-2-title: Η ΕΛΛΗΝΙΚΗ ΕΤΑΙΡΕΙΑ — [1305, 920, 1538, 946]
article-paragraph: 1ον) Επιβάλλεται πρόσθετον τέλος επί της πωλήσεως των κοινών πολυτίμων λίθων, μαργαριτών, χρυσαφικών, ρολογιών, αργυρών σκευών, κοσμημάτων και παντός είδους αντικειμένων πολυτελείας. 2ον) Το τέλος τούτο ορίζεται εις δέκα επί τοις εκατόν επί της τιμής πωλήσεως και καταβάλλεται υπό του πωλητού. — [554, 1099, 786, 1198]
article-paragraph: Πάσα παράβασις των διατάξεων του παρόντος νόμου τιμωρείται διά προστίμου από 100 μέχρι 1000 δραχμών, επιβαλλομένου υπό των αρμοδίων οικονομικών εφόρων. Η είσπραξις των προστίμων ενεργείται κατά τας διατάξεις περί εισπράξεως δημοσίων εσόδων. — [795, 1636, 1028, 1723]
rate-label: Προθεσμίας 1 έτους — [1052, 1214, 1153, 1225]
invite-text: Κύριοι Συνάδελφοι, Ο νέος νόμος περί ενοικιοστασίου μας εφέρεν απροσδοκήτους ζημίας. Διό προσκαλούμεν υμάς εις γενικήν συνέλευσιν την Πέμπτην 9 Ιουλίου και ώραν 7 μ.μ. εις τας αιθούσας του Ιατρικού Συλλόγου, ίνα συζητήσωμεν τα ληπτέα μέτρα. — [1305, 240, 1538, 314]
article-paragraph: Άρθρον 9. Πάς λογαριασμός ή απόδειξις πληρωμής μεταξύ εμπόρων υπόκειται εις τέλος χαρτοσήμου κλιμακωτόν. Λογαριασμοί μέχρι 500 δραχμών υπόκεινται εις τέλος 10 λεπτών. Από 500 μέχρι 1000 δρ. εις τέλος 20 λεπτών. Από 1000 μέχρι 5000 δρ. εις τέλος 50 λεπτών, υπεράνω δε των 5000 δρ. εις τέλος μιας δραχμής. — [795, 599, 1028, 698]
feuilleton-text: Όταν απεσπάσθη την ανάγνωσιν της επιστολής, απεφάσισε να μη ομιλήση εις κανένα. Έπειτα ανέγνωσε, και πάλιν την επιστολήν, την οποίαν είχε φυλάξει εις το μικρόν της γραφείον. Εν τω μεταξύ ο Κάμορ είχεν επιστρέψει εκ του περιπάτου του, ενώ ο καιρός ήτο ωραίος. — [1052, 322, 1280, 409]
article-section-head: ΑΙ ΔΙΑΤΑΞΕΙΣ ΚΑΙ ΤΑ ΠΡΟΣΤΙΜΑ — [810, 1523, 1013, 1536]
book-text: Η Διεύθυνσις του Γενικού Υπουργείου Στρατιωτικών, προκηρύσσει μειοδοτικόν διαγωνισμόν διά την προμήθειαν βιβλίων προς χρήσιν των στρατιωτικών βιβλιοθηκών. Η δημοπρασία θα γίνη εν Αθήναις τη 21 Ιουλίου ε.έ. — [1052, 1431, 1280, 1505]
article-text: Κατά την παρούσαν ευκαιρίαν, η κατάστασις είναι τοιαύτη, ώστε τα σχέδια των διπλωματών αι των Κυβερνήσεων εξετάζονται μετά προσοχής, αι δε αποφάσεις των Συμμάχων ληφθήσονται λίαν προσεχώς. Οι Ρώσοι αναγκάζονται εις υποχώρησιν εις το μέτωπον της Πολωνίας. — [27, 867, 287, 941]
article-text: Ολιγώτερον φαίνεται τό φιλοξενείσθαι εν ταύταις επίσης των καταστάσεων διεθνών. Επί άλλο κατάστημα, τό συμβαίνομεν γίνεται του είδους των διαπραγματεύσεων μεταξύ Κυβερνήσεων κατά τάς ημέρας αυτάς, αι συνδιασκέψεις και αι αποφάσεις των Συμμάχων εκινήθησαν μετά των αντιπροσώπων πολλών κρατών, αι οποίαι έχουν διατυπώσει τας σχετικάς αντιρρήσεις των. Οι κύριοι ούτοι καλούνται να εκτελέσωσι τας υποχρεώσεις των έναντι των Συμμάχων και της Ευρώπης. — [27, 949, 287, 1087]
funeral-text: Την ακολουθίαν της κηδείας του αειμνήστου ΓΕΩΡΓΙΟΥ ΕΜ. ΚΙΤΡΙΛΑΚΗ, θα τελεσθή σήμερον την 5ην μ.μ. εκ του Ιερού Ναού του Αγίου Γεωργίου. Οι φίλοι και γνωστοί παρακαλούνται να προσέλθωσι. — [1052, 1322, 1280, 1383]
agents-text: Εις όλας τας επαρχίας διά τό γάλα «ΓΑΛΞΟ» Απευθύνθητε «Αλέξιον» Φίλωνος 25, Πειραιεύς. — [1305, 556, 1538, 592]
sale-title: ΧΩΡΑΦΙΑ ΠΩΛΟΥΝΤΑΙ ΚΑΤΩ ΣΕΠΟΛΙΩΝ — [311, 1729, 529, 1771]
divider — [1052, 1284, 1280, 1287]
article-paragraph: Άρθρον 9. Πάς λογαριασμός ή απόδειξις πληρωμής μεταξύ εμπόρων υπόκειται εις τέλος χαρτοσήμου κλιμακωτόν. Λογαριασμοί μέχρι 500 δραχμών υπόκεινται εις τέλος 10 λεπτών. Από 500 μέχρι 1000 δρ. εις τέλος 20 λεπτών. Από 1000 μέχρι 5000 δρ. εις τέλος 50 λεπτών, υπεράνω δε των 5000 δρ. εις τέλος μιας δραχμής. — [795, 491, 1028, 591]
office-1-text: Το ατμόπλοιον «MANICA» αναχωρεί περί 7 Αυγούστου (ν. ή.) διά Νέαν Υόρκην δεχόμενον εμπορεύματα. — [1305, 1261, 1538, 1297]
shipping-3-title: ΝΗΣΙΩΤΙΚΗ ΑΤΜΟΠΛΟΙΑ — [1305, 1084, 1538, 1110]
shipping-1-text: Αναχωρεί το ατμόπλοιον «ΙΩΝΙΑ» Σάββατον, ώραν 10 π.μ. διά Κέρκυραν, Βρινδήσιον. — [1305, 875, 1538, 911]
market-text: Δάν. 1881 359 — ...... 356 — 1888 Μετ. 217 — 1889 Πάγιον 275 — Ανεξόδου 858 1/2 Αμύνης 79 1/2 — Ενοποιημένον 85 — Μ. λαχειώδ 65 — 500 έκατ. και 1/2 — Χορ. 84 3/4 — Δαν. Έθν. 3 ο/ο 400 — 20,000,000 98 1/2 — 50 έκατ. 84 — Έθν. Τραπ. 1090 Αθηνών 141 — Άνατ. 135 — Ατόλε 880 — Σιδηροδρ. 162 1/2 — Ανεξόδου 60 1/2 — Έμπορικόν 58 — Ηλεκτρικ. 68 — Οίνων 237 — Ένωσις 320 — Πυριτιδοποιείον 178 — Θεσσαλίας 149 1/2 — Ηλεκτρικής 80 1/2 — Αθηνών - Πειραιώς 655 — Έθν. Ασφαλείας 377 — Πατρών 250 — Κτηματικ. 460 — Πειραιώς 330 — Μυρμιδόνες 202 — Παλαιός 91 1/2 — Χρηματιστήριον 195 — Γενικής Ασφαλείας 148 — Σκορ. Λάτα 112 — Ερυθρά 122 — Πεντελ. 140 — Χιακή 105 1/2. — [27, 145, 288, 334]
article-section-head: Η ΠΩΛΗΣΙΣ ΤΩΝ ΠΟΛΥΤΙΜΩΝ ΕΙΔΩΝ — [554, 461, 786, 473]
article-text: Κατά την παρούσαν ευκαιρίαν, η κατάστασις είναι τοιαύτη, ώστε τα σχέδια των διπλωματών αι των Κυβερνήσεων εξετάζονται μετά προσοχής, αι δε αποφάσεις των Συμμάχων ληφθήσονται λίαν προσεχώς. Οι Ρώσοι αναγκάζονται εις υποχώρησιν εις το μέτωπον της Πολωνίας. — [27, 639, 287, 713]
rate-row — [1052, 1213, 1280, 1226]
shipping-2-sign: (Εκ της Διευθύνσεως) — [1381, 1063, 1538, 1076]
subheadline-2: ΟΙ ΕΜΠΟΡΙΚΟΙ ΛΟΓΑΡΙΑΣΜΟΙ.-ΑΙ ΚΑΤΑΘΕΣΕΙΣ.-Η ΟΙΝΟΦΟΡΙΑ — [554, 306, 1028, 349]
article-col-left — [554, 353, 786, 2380]
rate-label: Προθεσμίας 2 ετών — [1052, 1227, 1150, 1237]
article-text: Ολιγώτερον φαίνεται τό φιλοξενείσθαι εν ταύταις επίσης των καταστάσεων διεθνών. Επί άλλο κατάστημα, τό συμβαίνομεν γίνεται του είδους των διαπραγματεύσεων μεταξύ Κυβερνήσεων κατά τάς ημέρας αυτάς, αι συνδιασκέψεις και αι αποφάσεις των Συμμάχων εκινήθησαν μετά των αντιπροσώπων πολλών κρατών, αι οποίαι έχουν διατυπώσει τας σχετικάς αντιρρήσεις των. Οι κύριοι ούτοι καλούνται να εκτελέσωσι τας υποχρεώσεις των έναντι των Συμμάχων και της Ευρώπης. — [27, 493, 287, 631]
railway-date: Εν Αθήναις τη 7 Ιουλίου 1920 — [1328, 485, 1514, 498]
divider — [1052, 1514, 1280, 1517]
article-paragraph: 6) Η παράβασις των διατάξεων τούτων τιμωρείται διά προστίμου ίσου προς το πενταπλάσιον του διαφυγόντος τέλους. 7) Ομοίως επιβάλλεται τέλος επί των σαπώνων των αρωματικών και των αρωμάτων, των βαφών και πάσης φύσεως καλλυντικών. 8) Οι πωλούντες υποχρεούνται να κολλώσιν επί των συσκευασιών ένσημα κατά τας διατάξεις. — [554, 1640, 786, 1740]
notice-sign: (Εκ της Διευθύνσεως) — [130, 2138, 287, 2151]
rate-row — [1052, 1188, 1280, 1200]
kingdom-date: Εν Γουμουλτζίνη τη 30 Ιουνίου 1920. — [323, 1476, 517, 1502]
shipping-1-text: Αναχωρεί το ατμόπλοιον «ΑΛΚΥΟΝΗ» Πέμπτην, ώραν 6 μ.μ. διά Βόλον, Σκιάθον, Χαλκίδα, Θεσσαλονίκην. — [1305, 741, 1538, 777]
article-text: Κατά την παρούσαν ευκαιρίαν, η κατάστασις είναι τοιαύτη, ώστε τα σχέδια των διπλωματών αι των Κυβερνήσεων εξετάζονται μετά προσοχής, αι δε αποφάσεις των Συμμάχων ληφθήσονται λίαν προσεχώς. Οι Ρώσοι αναγκάζονται εις υποχώρησιν εις το μέτωπον της Πολωνίας. — [27, 1550, 287, 1625]
article-paragraph: Πάσα παράβασις των διατάξεων του παρόντος νόμου τιμωρείται διά προστίμου από 100 μέχρι 1000 δραχμών, επιβαλλομένου υπό των αρμοδίων οικονομικών εφόρων. Η είσπραξις των προστίμων ενεργείται κατά τας διατάξεις περί εισπράξεως δημοσίων εσόδων. — [795, 1541, 1028, 1628]
dentist-role: ΟΔΟΝΤΙΑΤΡΟΣ — [1120, 1550, 1213, 1563]
shipping-1-line: ΓΡΑΜΜΗ ΘΕΣΣΑΛΟΝΙΚΗΣ — [1339, 723, 1503, 736]
article-paragraph: Πάσα παράβασις των διατάξεων του παρόντος νόμου τιμωρείται διά προστίμου από 100 μέχρι 1000 δραχμών, επιβαλλομένου υπό των αρμοδίων οικονομικών εφόρων. Η είσπραξις των προστίμων ενεργείται κατά τας διατάξεις περί εισπράξεως δημοσίων εσόδων. — [795, 1838, 1028, 1925]
article-paragraph: 1) Αι αποδείξεις καταθέσεως χρημάτων εις τας Τραπέζας υπόκεινται εις τέλος χαρτοσήμου. 2) Αι καταθέσεις αι γινόμεναι εις τα Ταμιευτήρια εξαιρούνται του τέλους τούτου. 3) Εις το αυτό πρόσθετον τέλος υπόκεινται και αι επιταγαί επί των Τραπεζών. — [795, 913, 1028, 987]
divider — [1052, 1604, 1280, 1605]
feuilleton-title: ΚΥΡΙΟΣ ΔΕ ΚΑΜΟΡ — [1052, 128, 1280, 191]
office-2-title: ΓΡΑΦΕΙΑ — [1305, 1306, 1538, 1337]
